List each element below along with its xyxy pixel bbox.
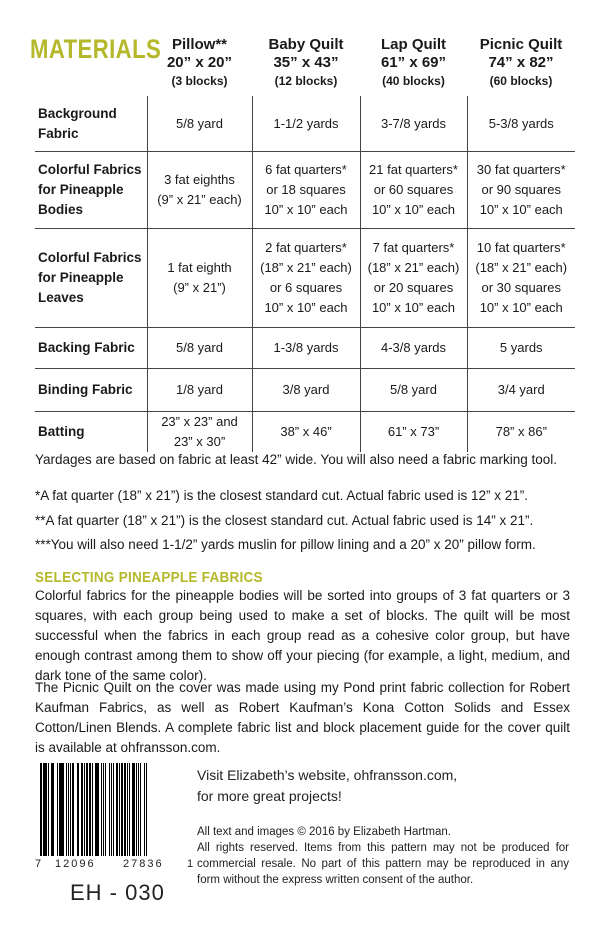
cell-line: 1-1/2 yards (273, 115, 339, 131)
row-label-line: for Pineapple (38, 270, 124, 285)
cell-line: or 30 squares (481, 280, 561, 295)
cell-line: or 90 squares (481, 182, 561, 197)
legal-notice (197, 824, 569, 888)
table-cell (360, 328, 467, 369)
table-cell (147, 412, 252, 453)
materials-title: MATERIALS (30, 34, 162, 64)
table-cell (252, 369, 360, 412)
row-label (35, 369, 147, 412)
cell-line: 3/4 yard (497, 382, 545, 397)
cell-line: (18” x 21” each) (367, 260, 460, 275)
cell-line: (9” x 21”) (173, 280, 226, 295)
table-row (35, 229, 575, 328)
table-row (35, 412, 575, 453)
footnote-3: ***You will also need 1-1/2” yards muslin for pillow lining and a 20” x 20” pillow form. (35, 537, 536, 552)
table-row (35, 328, 575, 369)
yardage-note: Yardages are based on fabric at least 42” wide. You will also need a fabric marking tool. (35, 452, 558, 467)
cell-line: 10” x 10” each (264, 300, 348, 315)
barcode-digits-left: 12096 (55, 858, 96, 870)
cell-line: 78” x 86” (495, 424, 547, 439)
rights-text: All rights reserved. Items from this pattern may not be produced for commercial resale. No part of this pattern may be reproduced in any form without the express written consent of the author. (197, 842, 569, 886)
table-cell (252, 328, 360, 369)
cell-line: 1 fat eighth (167, 260, 232, 275)
table-cell (360, 152, 467, 229)
row-label-line: Colorful Fabrics (38, 250, 142, 265)
column-size: 35” x 43” (273, 54, 339, 71)
materials-table (35, 34, 575, 452)
column-header-0 (147, 34, 252, 96)
row-label-line: Bodies (38, 202, 84, 217)
table-cell (147, 96, 252, 152)
table-body (35, 96, 575, 452)
cell-line: or 18 squares (266, 182, 346, 197)
barcode (35, 763, 194, 873)
cell-line: 6 fat quarters* (265, 162, 347, 177)
cell-line: 5 yards (499, 340, 543, 355)
row-label (35, 328, 147, 369)
barcode-bars (40, 763, 181, 856)
row-label-line: Backing Fabric (38, 340, 135, 355)
column-size: 20” x 20” (166, 54, 233, 71)
header-blank (35, 34, 147, 96)
table-cell (467, 412, 575, 453)
website-note (197, 765, 457, 807)
table-cell (147, 152, 252, 229)
cell-line: 4-3/8 yards (380, 340, 447, 355)
row-label (35, 152, 147, 229)
row-label-line: Colorful Fabrics (38, 162, 142, 177)
column-size: 74” x 82” (488, 54, 554, 71)
row-label (35, 96, 147, 152)
column-blocks: (60 blocks) (489, 74, 553, 88)
table-cell (147, 328, 252, 369)
cell-line: or 6 squares (269, 280, 343, 295)
cell-line: 61” x 73” (387, 424, 440, 439)
row-label (35, 412, 147, 453)
cell-line: (18” x 21” each) (475, 260, 568, 275)
table-cell (360, 229, 467, 328)
cell-line: 1-3/8 yards (273, 340, 339, 355)
selecting-heading: SELECTING PINEAPPLE FABRICS (35, 569, 263, 586)
cell-line: or 60 squares (373, 182, 454, 197)
cell-line: 5/8 yard (390, 382, 437, 397)
column-header-3 (467, 34, 575, 96)
table-row (35, 369, 575, 412)
row-label-line: for Pineapple (38, 182, 124, 197)
column-blocks: (12 blocks) (274, 74, 338, 88)
table-cell (467, 152, 575, 229)
column-header-1 (252, 34, 360, 96)
table-row (35, 96, 575, 152)
row-label-line: Leaves (38, 290, 84, 305)
column-name: Baby Quilt (268, 36, 344, 53)
barcode-digit-check: 1 (187, 858, 194, 870)
website-line-1: Visit Elizabeth’s website, ohfransson.com, (197, 767, 458, 783)
column-name: Lap Quilt (381, 36, 446, 53)
cell-line: 3/8 yard (282, 382, 330, 397)
column-header-2 (360, 34, 467, 96)
column-blocks: (3 blocks) (171, 74, 228, 88)
column-size: 61” x 69” (380, 54, 447, 71)
selecting-paragraph-2: The Picnic Quilt on the cover was made using my Pond print fabric collection for Robert Kaufman Fabrics, as well as Robert Kaufman’s Kona Cotton Solids and Essex Cotton/Linen Blends. A complete fabric list and block placement guide for the cover quilt is available at ohfransson.com. (35, 680, 570, 755)
barcode-digits-right: 27836 (123, 858, 164, 870)
cell-line: 1/8 yard (176, 382, 223, 397)
cell-line: 3 fat eighths (164, 172, 235, 187)
cell-line: or 20 squares (373, 280, 454, 295)
table-cell (252, 229, 360, 328)
cell-line: 7 fat quarters* (372, 240, 455, 255)
table-cell (252, 412, 360, 453)
table-header (35, 34, 575, 96)
copyright-line: All text and images © 2016 by Elizabeth Hartman. (197, 826, 451, 838)
cell-line: 10 fat quarters* (476, 240, 566, 255)
row-label-line: Background (38, 105, 117, 121)
table-cell (467, 229, 575, 328)
cell-line: 5/8 yard (176, 340, 223, 355)
cell-line: 5/8 yard (176, 115, 223, 131)
cell-line: 10” x 10” each (371, 202, 456, 217)
table-cell (252, 96, 360, 152)
row-label-line: Binding Fabric (38, 382, 133, 397)
row-label-line: Batting (38, 424, 85, 439)
cell-line: 30 fat quarters* (476, 162, 566, 177)
table-cell (147, 229, 252, 328)
cell-line: 23” x 30” (173, 434, 226, 449)
website-line-2: for more great projects! (197, 788, 342, 804)
selecting-paragraph-1: Colorful fabrics for the pineapple bodies will be sorted into groups of 3 fat quarters or 3 squares, with each group being used to make a set of blocks. The quilt will be most successful when the fabrics in each group read as a cohesive color group, but have enough contrast among them to show off your piecing (for example, a light, medium, and dark tone of the same color). (35, 588, 570, 683)
row-label-line: Fabric (38, 125, 79, 141)
table-cell (467, 328, 575, 369)
cell-line: 5-3/8 yards (488, 115, 554, 131)
table-cell (360, 96, 467, 152)
cell-line: 23” x 23” and (161, 414, 238, 429)
barcode-digit-lead: 7 (35, 858, 42, 870)
column-name: Picnic Quilt (479, 36, 563, 53)
row-label (35, 229, 147, 328)
footnote-1: *A fat quarter (18” x 21”) is the closest standard cut. Actual fabric used is 12” x 21”. (35, 488, 528, 503)
cell-line: 10” x 10” each (479, 300, 563, 315)
table-cell (360, 412, 467, 453)
cell-line: 38” x 46” (280, 424, 332, 439)
column-name: Pillow** (171, 36, 227, 53)
cell-line: (9” x 21” each) (157, 192, 242, 207)
table-cell (252, 152, 360, 229)
cell-line: 10” x 10” each (371, 300, 456, 315)
cell-line: 10” x 10” each (479, 202, 563, 217)
table-cell (467, 369, 575, 412)
cell-line: 21 fat quarters* (369, 162, 458, 177)
table-row (35, 152, 575, 229)
footnote-2: **A fat quarter (18” x 21”) is the closest standard cut. Actual fabric used is 14” x 21”. (35, 513, 534, 528)
cell-line: (18” x 21” each) (260, 260, 352, 275)
table-cell (360, 369, 467, 412)
cell-line: 2 fat quarters* (265, 240, 347, 255)
table-cell (467, 96, 575, 152)
column-blocks: (40 blocks) (382, 74, 445, 88)
table-cell (147, 369, 252, 412)
cell-line: 3-7/8 yards (380, 115, 447, 131)
pattern-code: EH - 030 (70, 880, 165, 905)
cell-line: 10” x 10” each (264, 202, 348, 217)
